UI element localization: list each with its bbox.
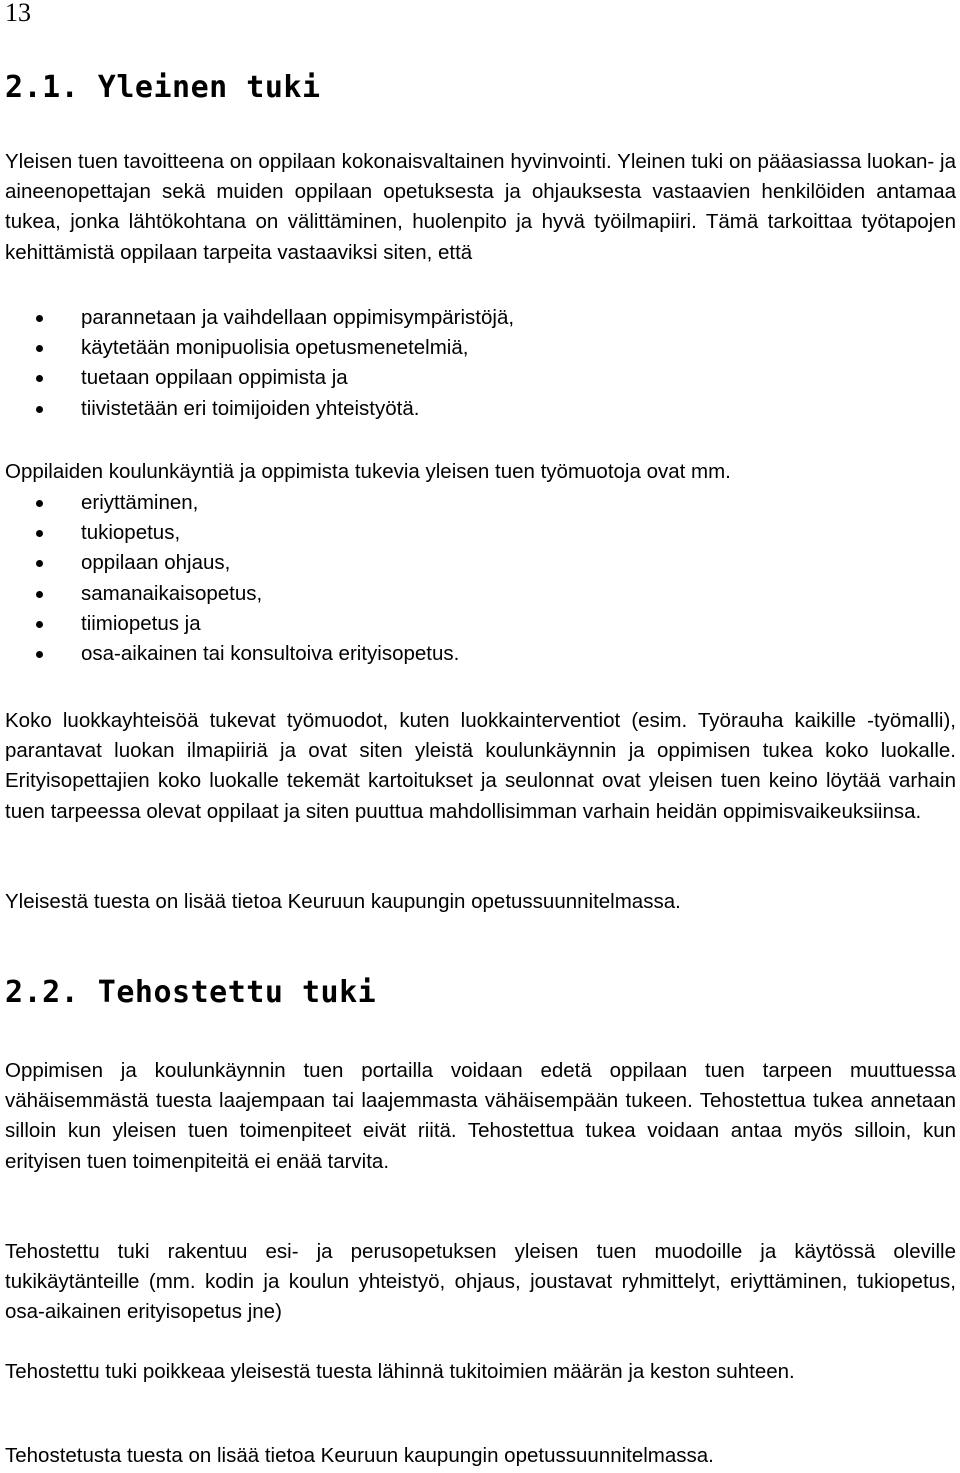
list-item: tuetaan oppilaan oppimista ja	[5, 363, 956, 393]
list-item: tiivistetään eri toimijoiden yhteistyötä.	[5, 394, 956, 424]
section2-paragraph-1: Oppimisen ja koulunkäynnin tuen portailla voidaan edetä oppilaan tuen tarpeen muuttuessa vähäisemmästä tuesta laajempaan tai laajemmasta vähäisempään tukeen. Tehostettua tukea annetaan silloin kun yleisen tuen toimenpiteet eivät riitä. Tehostettua tukea voidaan antaa myös silloin, kun erityisen tuen toimenpiteitä ei enää tarvita.	[5, 1059, 956, 1173]
section2-paragraph-4: Tehostetusta tuesta on lisää tietoa Keuruun kaupungin opetussuunnitelmassa.	[5, 1444, 714, 1467]
list-item: käytetään monipuolisia opetusmenetelmiä,	[5, 333, 956, 363]
page-number: 13	[5, 0, 31, 27]
section2-paragraph-2: Tehostettu tuki rakentuu esi- ja perusopetuksen yleisen tuen muodoille ja käytössä oleville tukikäytänteille (mm. kodin ja koulun yhteistyö, ohjaus, joustavat ryhmittelyt, eriyttäminen, tukiopetus, osa-aikainen erityisopetus jne)	[5, 1240, 956, 1324]
list-item: samanaikaisopetus,	[5, 579, 956, 609]
section1-paragraph-4: Yleisestä tuesta on lisää tietoa Keuruun kaupungin opetussuunnitelmassa.	[5, 890, 681, 913]
section-heading-tehostettu-tuki: 2.2. Tehostettu tuki	[5, 975, 377, 1010]
bullet-icon	[36, 621, 43, 628]
bullet-icon	[36, 560, 43, 567]
list-item: osa-aikainen tai konsultoiva erityisopetus.	[5, 639, 956, 669]
section1-intro-paragraph: Yleisen tuen tavoitteena on oppilaan kokonaisvaltainen hyvinvointi. Yleinen tuki on pääasiassa luokan- ja aineenopettajan sekä muiden oppilaan opetuksesta ja ohjauksesta vastaavien henkilöiden antamaa tukea, jonka lähtökohtana on välittäminen, huolenpito ja hyvä työilmapiiri. Tämä tarkoittaa työtapojen kehittämistä oppilaan tarpeita vastaaviksi siten, että	[5, 150, 956, 264]
section-heading-yleinen-tuki: 2.1. Yleinen tuki	[5, 70, 321, 105]
list-item: tiimiopetus ja	[5, 609, 956, 639]
section1-paragraph-3: Koko luokkayhteisöä tukevat työmuodot, kuten luokkainterventiot (esim. Työrauha kaikille -työmalli), parantavat luokan ilmapiiriä ja ovat siten yleistä koulunkäynnin ja oppimisen tukea koko luokalle. Erityisopettajien koko luokalle tekemät kartoitukset ja seulonnat ovat yleisen tuen keino löytää varhain tuen tarpeessa olevat oppilaat ja siten puuttua mahdollisimman varhain heidän oppimisvaikeuksiinsa.	[5, 709, 956, 823]
list-item: eriyttäminen,	[5, 488, 956, 518]
section1-methods-list	[5, 303, 956, 424]
section2-paragraph-3: Tehostettu tuki poikkeaa yleisestä tuesta lähinnä tukitoimien määrän ja keston suhteen.	[5, 1360, 795, 1383]
bullet-icon	[36, 375, 43, 382]
list-item: oppilaan ohjaus,	[5, 548, 956, 578]
bullet-icon	[36, 345, 43, 352]
bullet-icon	[36, 591, 43, 598]
section1-forms-intro: Oppilaiden koulunkäyntiä ja oppimista tukevia yleisen tuen työmuotoja ovat mm.	[5, 460, 731, 483]
bullet-icon	[36, 651, 43, 658]
bullet-icon	[36, 406, 43, 413]
bullet-icon	[36, 530, 43, 537]
list-item: tukiopetus,	[5, 518, 956, 548]
list-item: parannetaan ja vaihdellaan oppimisympäristöjä,	[5, 303, 956, 333]
bullet-icon	[36, 500, 43, 507]
bullet-icon	[36, 315, 43, 322]
section1-forms-list	[5, 488, 956, 669]
